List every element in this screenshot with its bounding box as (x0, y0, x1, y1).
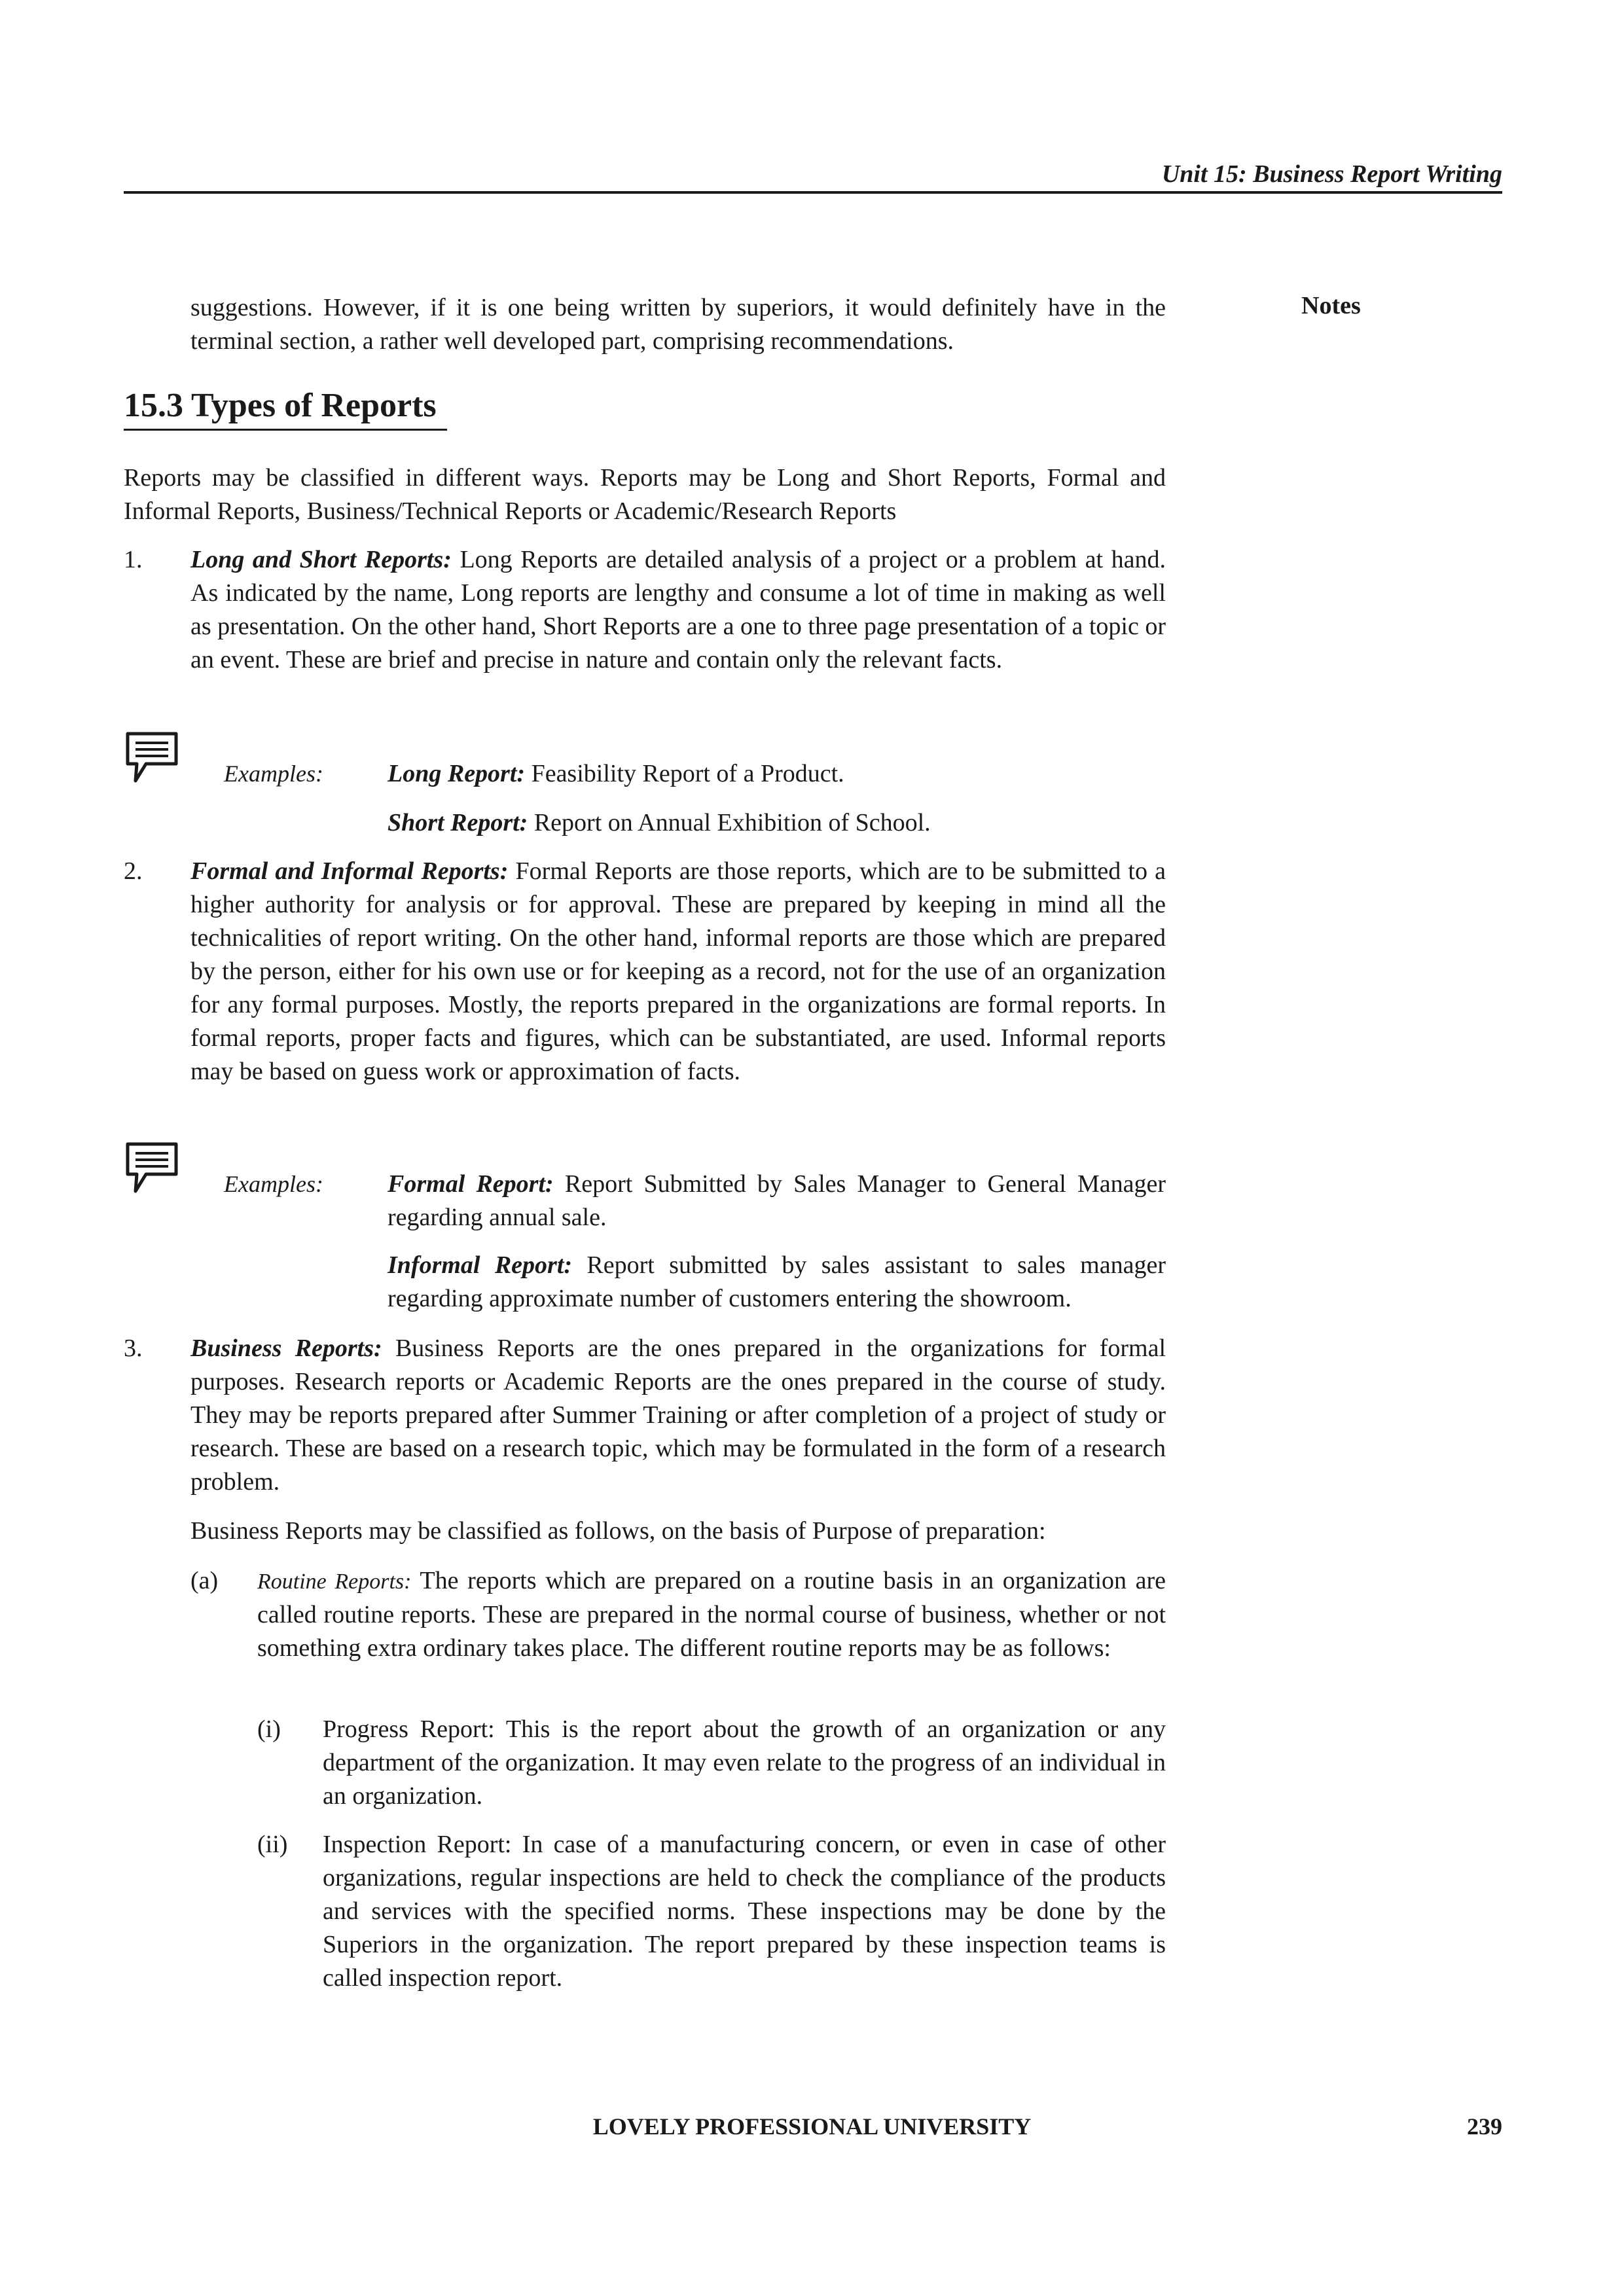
sub-marker: (a) (190, 1567, 219, 1594)
header-rule (124, 191, 1502, 194)
progress-report-item: Progress Report: This is the report about the growth of an organization or any department of the organization. It may even relate to the progress of an individual in an organization. (323, 1715, 1166, 1810)
item-number: 1. (124, 546, 143, 573)
routine-title: Routine Reports: (257, 1570, 412, 1594)
example-entry (388, 1249, 1166, 1316)
inspection-report-item: Inspection Report: In case of a manufacturing concern, or even in case of other organizations, regular inspections are held to check the compliance of the products and services with the specified norms. These inspections may be done by the Superiors in the organization. The report prepared by these inspection teams is called inspection report. (323, 1831, 1166, 1992)
item-body: Long Reports are detailed analysis of a project or a problem at hand. As indicated by the name, Long reports are lengthy and consume a lot of time in making as well as presentation. On the other hand, Short Reports are a one to three page presentation of a topic or an event. These are brief and precise in nature and contain only the relevant facts. (190, 546, 1166, 673)
example-body: Report Submitted by Sales Manager to General Manager regarding annual sale. (388, 1170, 1166, 1231)
routine-body: The reports which are prepared on a routine basis in an organization are called routine reports. These are prepared in the normal course of business, whether or not something extra ordinary takes place. The different routine reports may be as follows: (257, 1567, 1166, 1662)
item-title: Business Reports: (190, 1335, 382, 1362)
list-item-formal-informal (190, 855, 1166, 1088)
example-title: Short Report: (388, 809, 528, 836)
example-speech-icon (124, 730, 180, 786)
example-body: Report on Annual Exhibition of School. (528, 809, 931, 836)
section-intro-paragraph: Reports may be classified in different ways. Reports may be Long and Short Reports, Formal and Informal Reports, Business/Technical Reports or Academic/Research Reports (124, 464, 1166, 525)
example-body: Feasibility Report of a Product. (525, 760, 844, 787)
example-title: Informal Report: (388, 1251, 573, 1279)
item-body: Formal Reports are those reports, which are to be submitted to a higher authority for analysis or for approval. These are prepared by keeping in mind all the technicalities of report writing. On the other hand, informal reports are those which are prepared by the person, either for his own use or for keeping as a record, not for the use of an organization for any formal purposes. Mostly, the reports prepared in the organizations are formal reports. In formal reports, proper facts and figures, which can be substantiated, are used. Informal reports may be based on guess work or approximation of facts. (190, 857, 1166, 1085)
notes-label: Notes (1301, 292, 1361, 319)
list-item-long-short (190, 543, 1166, 677)
section-heading: 15.3 Types of Reports (124, 387, 437, 424)
item-title: Formal and Informal Reports: (190, 857, 509, 885)
roman-marker: (ii) (257, 1831, 288, 1858)
example-entry (388, 1168, 1166, 1234)
section-heading-underline (124, 429, 447, 431)
list-item-business (190, 1332, 1166, 1499)
running-header: Unit 15: Business Report Writing (1161, 160, 1502, 188)
item-body: Business Reports are the ones prepared in the organizations for formal purposes. Research reports or Academic Reports are the ones prepared in the course of study. They may be reports prepared after Summer Training or after completion of a project of study or research. These are based on a research topic, which may be formulated in the form of a research problem. (190, 1335, 1166, 1496)
example-entry (388, 806, 1166, 840)
business-followup: Business Reports may be classified as follows, on the basis of Purpose of preparation: (190, 1517, 1046, 1545)
example-entry (388, 757, 1166, 791)
example-speech-icon (124, 1140, 180, 1196)
page-number: 239 (1467, 2113, 1502, 2140)
example-title: Formal Report: (388, 1170, 554, 1198)
routine-reports-item (257, 1564, 1166, 1665)
footer-university: LOVELY PROFESSIONAL UNIVERSITY (592, 2113, 1032, 2140)
example-body: Report submitted by sales assistant to sales manager regarding approximate number of customers entering the showroom. (388, 1251, 1166, 1312)
item-number: 3. (124, 1335, 143, 1362)
item-number: 2. (124, 857, 143, 885)
example-title: Long Report: (388, 760, 526, 787)
roman-marker: (i) (257, 1715, 281, 1743)
intro-paragraph: suggestions. However, if it is one being written by superiors, it would definitely have in the terminal section, a rather well developed part, comprising recommendations. (190, 294, 1166, 355)
examples-label: Examples: (224, 1171, 323, 1197)
examples-label: Examples: (224, 761, 323, 787)
item-title: Long and Short Reports: (190, 546, 452, 573)
